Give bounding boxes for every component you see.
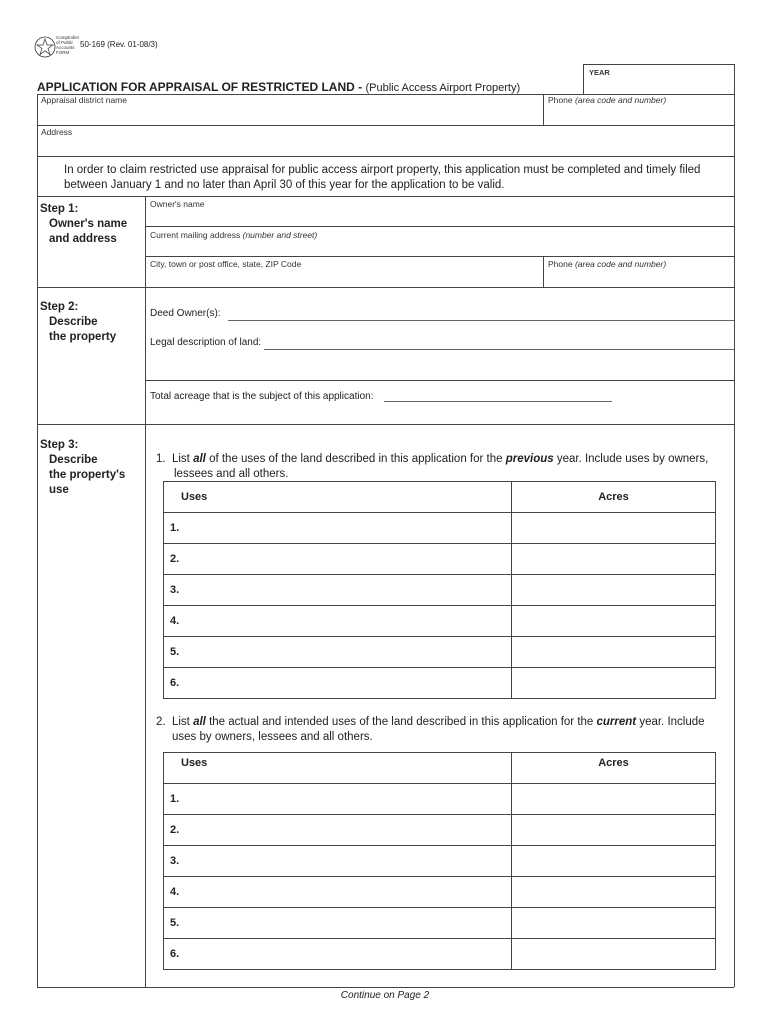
use-cell[interactable]: 5. [164,908,512,939]
use-cell[interactable]: 4. [164,606,512,637]
table-header-row [164,753,716,784]
table-row [164,637,716,668]
phone-text: Phone [548,259,573,269]
total-acreage-label: Total acreage that is the subject of this application: [150,391,374,402]
city-state-zip-field[interactable] [146,270,542,286]
acres-cell[interactable] [512,908,716,939]
step3-desc: the property's [49,469,126,481]
total-acreage-field[interactable] [384,388,612,400]
use-cell[interactable]: 1. [164,513,512,544]
acres-header: Acres [512,482,716,513]
seal-line: FORM [56,50,70,55]
table-row [164,846,716,877]
legal-description-field[interactable] [264,334,733,348]
table-row [164,668,716,699]
title-main: APPLICATION FOR APPRAISAL OF RESTRICTED LAND - [37,80,366,94]
intro-line: between January 1 and no later than April 30 of this year for the application to be valid. [64,179,505,191]
acres-cell[interactable] [512,544,716,575]
step3-label: Step 3: [40,439,79,451]
table-row [164,544,716,575]
q-text: year. Include [636,716,705,728]
year-label: YEAR [589,68,610,77]
deed-owner-field[interactable] [228,305,733,319]
uses-header: Uses [164,482,512,513]
use-cell[interactable]: 3. [164,846,512,877]
acres-cell[interactable] [512,815,716,846]
q-text: lessees and all others. [174,468,289,480]
q-text: List [171,716,194,728]
phone-text: Phone [548,95,573,105]
table-row [164,877,716,908]
table-row [164,908,716,939]
q-emphasis: current [596,716,637,728]
step1-phone-label [548,259,666,269]
step2-desc: the property [49,331,117,343]
q-text: uses by owners, lessees and all others. [172,731,373,743]
acres-cell[interactable] [512,606,716,637]
use-cell[interactable]: 1. [164,784,512,815]
acres-header: Acres [512,753,716,784]
intro-text [64,163,700,193]
address-label: Address [41,127,73,137]
acres-cell[interactable] [512,668,716,699]
mailing-hint: (number and street) [242,230,318,240]
step2-desc: Describe [49,316,98,328]
use-cell[interactable]: 4. [164,877,512,908]
title-sub: (Public Access Airport Property) [365,82,521,94]
uses-header: Uses [164,753,512,784]
step1-desc: Owner's name [49,218,128,230]
table-row [164,513,716,544]
address-field[interactable] [38,137,733,155]
use-cell[interactable]: 6. [164,939,512,970]
mailing-address-field[interactable] [146,240,733,255]
owner-name-field[interactable] [146,209,733,225]
step2-heading [40,300,116,345]
table-row [164,784,716,815]
form-title [37,80,520,94]
phone-field[interactable] [544,104,733,124]
table-row [164,575,716,606]
q-text: year. Include uses by owners, [553,453,709,465]
acres-cell[interactable] [512,877,716,908]
question-1 [156,452,708,482]
seal-caption [56,35,79,55]
appraisal-district-label: Appraisal district name [41,95,127,105]
q-emphasis: previous [505,453,554,465]
intro-line: In order to claim restricted use appraisal for public access airport property, this application must be completed and timely filed [64,164,701,176]
table-row [164,606,716,637]
question-number: 2. [156,716,166,728]
seal-line: Accounts [56,45,75,50]
step1-phone-field[interactable] [544,270,733,286]
previous-year-uses-table [163,481,716,699]
acres-cell[interactable] [512,939,716,970]
appraisal-district-field[interactable] [38,104,543,124]
acres-cell[interactable] [512,513,716,544]
step1-label: Step 1: [40,203,79,215]
texas-seal-icon [34,36,56,58]
table-row [164,939,716,970]
mailing-address-label [150,230,317,240]
city-state-zip-label: City, town or post office, state, ZIP Code [150,259,302,269]
use-cell[interactable]: 3. [164,575,512,606]
step2-label: Step 2: [40,301,79,313]
deed-owner-label: Deed Owner(s): [150,308,221,319]
legal-description-field-line2[interactable] [146,354,733,379]
step3-desc: use [49,484,69,496]
continue-footer: Continue on Page 2 [340,990,430,1001]
acres-cell[interactable] [512,784,716,815]
use-cell[interactable]: 2. [164,544,512,575]
use-cell[interactable]: 5. [164,637,512,668]
step1-desc: and address [49,233,117,245]
q-text: the actual and intended uses of the land described in this application for the [205,716,597,728]
question-2 [156,715,705,745]
acres-cell[interactable] [512,575,716,606]
seal-line: of Public [56,40,74,45]
use-cell[interactable]: 2. [164,815,512,846]
phone-hint: (area code and number) [574,95,667,105]
form-number: 50-169 (Rev. 01-08/3) [80,40,158,49]
phone-hint: (area code and number) [574,259,667,269]
mailing-text: Current mailing address [150,230,241,240]
acres-cell[interactable] [512,846,716,877]
table-row [164,815,716,846]
q-text: List [171,453,194,465]
q-emphasis: all [193,453,206,465]
step1-heading [40,202,127,247]
step3-heading [40,438,125,498]
question-number: 1. [156,453,166,465]
step3-desc: Describe [49,454,98,466]
table-header-row [164,482,716,513]
seal-line: Comptroller [56,35,80,40]
owner-name-label: Owner's name [150,199,205,209]
q-text: of the uses of the land described in this application for the [205,453,506,465]
q-emphasis: all [193,716,206,728]
current-year-uses-table [163,752,716,970]
legal-description-label: Legal description of land: [150,337,262,348]
use-cell[interactable]: 6. [164,668,512,699]
acres-cell[interactable] [512,637,716,668]
